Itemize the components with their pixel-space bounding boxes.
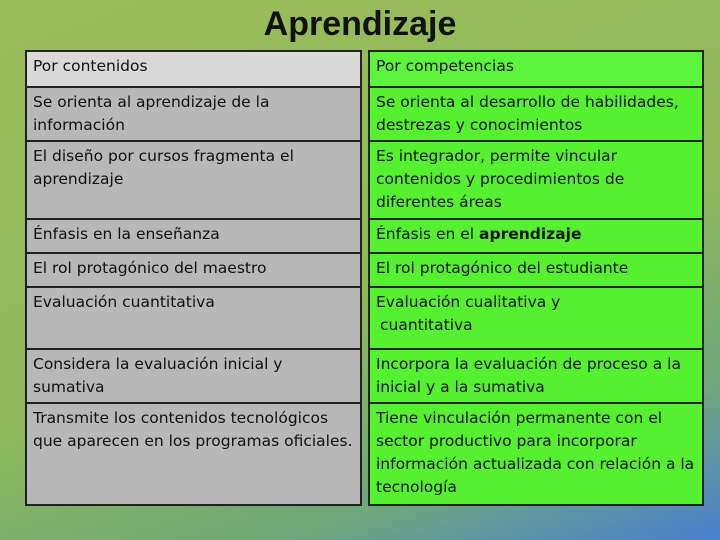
row-1-right: Se orienta al desarrollo de habilidades, destrezas y conocimientos — [369, 87, 703, 141]
table-row — [26, 287, 703, 349]
header-por-competencias: Por competencias — [369, 51, 703, 87]
table-row — [26, 141, 703, 219]
row-5-right-line1: Evaluación cualitativa y — [376, 293, 561, 311]
table-row — [26, 219, 703, 253]
table-header-row — [26, 51, 703, 87]
table-row — [26, 87, 703, 141]
row-4-right: El rol protagónico del estudiante — [369, 253, 703, 287]
row-5-right-line2: cuantitativa — [380, 316, 473, 334]
comparison-table — [25, 50, 704, 506]
row-5-right — [369, 287, 703, 349]
row-5-left: Evaluación cuantitativa — [26, 287, 361, 349]
row-1-left: Se orienta al aprendizaje de la información — [26, 87, 361, 141]
row-4-left: El rol protagónico del maestro — [26, 253, 361, 287]
row-2-right: Es integrador, permite vincular contenidos y procedimientos de diferentes áreas — [369, 141, 703, 219]
row-3-right — [369, 219, 703, 253]
row-7-left: Transmite los contenidos tecnológicos que aparecen en los programas oficiales. — [26, 403, 361, 505]
row-6-right: Incorpora la evaluación de proceso a la inicial y a la sumativa — [369, 349, 703, 403]
header-por-contenidos: Por contenidos — [26, 51, 361, 87]
table-row — [26, 403, 703, 505]
page-title: Aprendizaje — [263, 5, 457, 43]
row-3-right-bold: aprendizaje — [479, 225, 582, 243]
row-6-left: Considera la evaluación inicial y sumativa — [26, 349, 361, 403]
row-7-right: Tiene vinculación permanente con el sector productivo para incorporar información actualizada con relación a la tecnología — [369, 403, 703, 505]
table-row — [26, 349, 703, 403]
row-3-left: Énfasis en la enseñanza — [26, 219, 361, 253]
row-3-right-prefix: Énfasis en el — [376, 225, 480, 243]
table-row — [26, 253, 703, 287]
row-2-left: El diseño por cursos fragmenta el aprendizaje — [26, 141, 361, 219]
